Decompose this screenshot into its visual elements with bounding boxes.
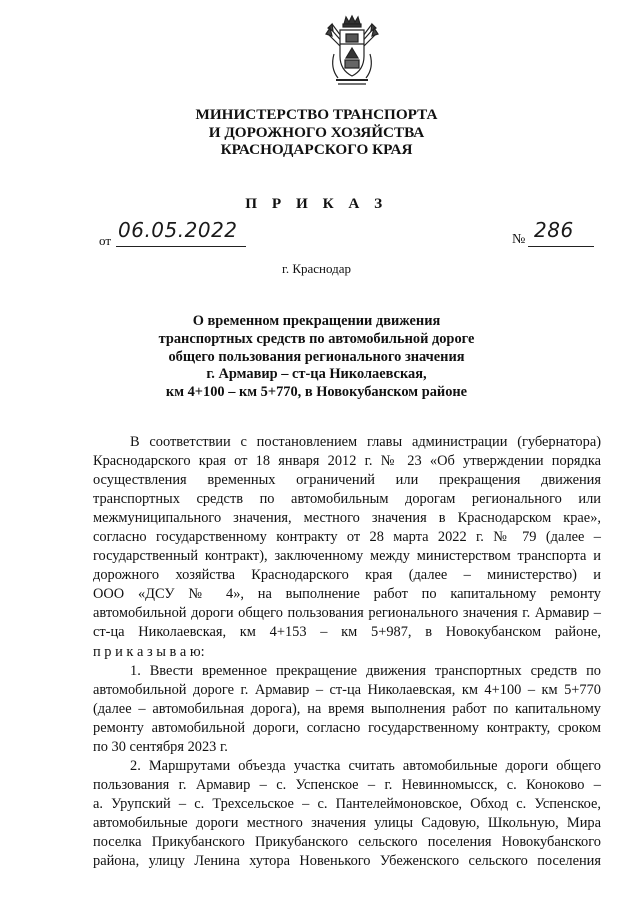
body-line: дорожного хозяйства Краснодарского края (далее – министерство) и <box>93 567 601 584</box>
number-value: 286 <box>534 218 574 242</box>
body-line: района, улицу Ленина хутора Новенького Убеженского сельского поселения <box>93 853 601 870</box>
number-field <box>528 220 594 247</box>
body-line: межмуниципального значения, местного значения в Краснодарском крае», <box>93 510 601 527</box>
body-line: п р и к а з ы в а ю: <box>93 643 205 660</box>
order-subject <box>0 313 633 402</box>
date-prefix: от <box>99 233 112 248</box>
body-line: автомобильные дороги местного значения улицы Садовую, Школьную, Мира <box>93 814 601 831</box>
body-line: ремонту автомобильной дороги, согласно государственному контракту, сроком <box>93 719 601 736</box>
body-line: государственный контракт), заключенному между министерством транспорта и <box>93 548 601 565</box>
number-prefix: № <box>512 232 526 247</box>
date-value: 06.05.2022 <box>118 218 238 242</box>
ministry-name <box>0 106 633 159</box>
subject-line: общего пользования регионального значения <box>168 348 465 365</box>
body-line: Краснодарского края от 18 января 2012 г. № 23 «Об утверждении порядка <box>93 453 601 470</box>
ministry-line: МИНИСТЕРСТВО ТРАНСПОРТА <box>195 106 438 123</box>
subject-line: транспортных средств по автомобильной дороге <box>158 330 475 347</box>
body-line: поселка Прикубанского Прикубанского сельского поселения Новокубанского <box>93 833 601 850</box>
subject-line: км 4+100 – км 5+770, в Новокубанском районе <box>165 384 468 401</box>
body-line: пользования г. Армавир – с. Успенское – г. Невинномысск, с. Коноково – <box>93 776 601 793</box>
date-field <box>116 220 246 247</box>
order-title: П Р И К А З <box>245 195 388 212</box>
order-body <box>93 433 601 871</box>
city-label: г. Краснодар <box>281 261 352 276</box>
body-line: В соответствии с постановлением главы администрации (губернатора) <box>130 434 601 450</box>
body-line: а. Урупский – с. Трехсельское – с. Пантелеймоновское, Обход с. Успенское, <box>93 795 601 812</box>
ministry-line: И ДОРОЖНОГО ХОЗЯЙСТВА <box>208 123 425 141</box>
subject-line: г. Армавир – ст-ца Николаевская, <box>206 366 427 383</box>
coat-of-arms-icon <box>324 14 380 90</box>
body-line: ст-ца Николаевская, км 4+153 – км 5+987, в Новокубанском районе, <box>93 624 601 641</box>
body-line: осуществления временных ограничений или прекращения движения <box>93 472 601 489</box>
ministry-line: КРАСНОДАРСКОГО КРАЯ <box>220 141 413 159</box>
body-line: транспортных средств по автомобильным дорогам регионального или <box>93 491 601 508</box>
body-line: 1. Ввести временное прекращение движения транспортных средств по <box>130 662 601 679</box>
body-line: автомобильной дороге г. Армавир – ст-ца Николаевская, км 4+100 – км 5+770 <box>93 681 601 698</box>
body-line: согласно государственному контракту от 28 марта 2022 г. № 79 (далее – <box>93 529 601 546</box>
body-line: автомобильной дороги общего пользования регионального значения г. Армавир – <box>93 605 601 622</box>
body-line: 2. Маршрутами объезда участка считать автомобильные дороги общего <box>130 757 601 774</box>
body-line: по 30 сентября 2023 г. <box>93 738 228 755</box>
subject-line: О временном прекращении движения <box>192 313 441 329</box>
body-line: ООО «ДСУ № 4», на выполнение работ по капитальному ремонту <box>93 586 601 603</box>
body-line: (далее – автомобильная дорога), на время выполнения работ по капитальному <box>93 700 601 717</box>
